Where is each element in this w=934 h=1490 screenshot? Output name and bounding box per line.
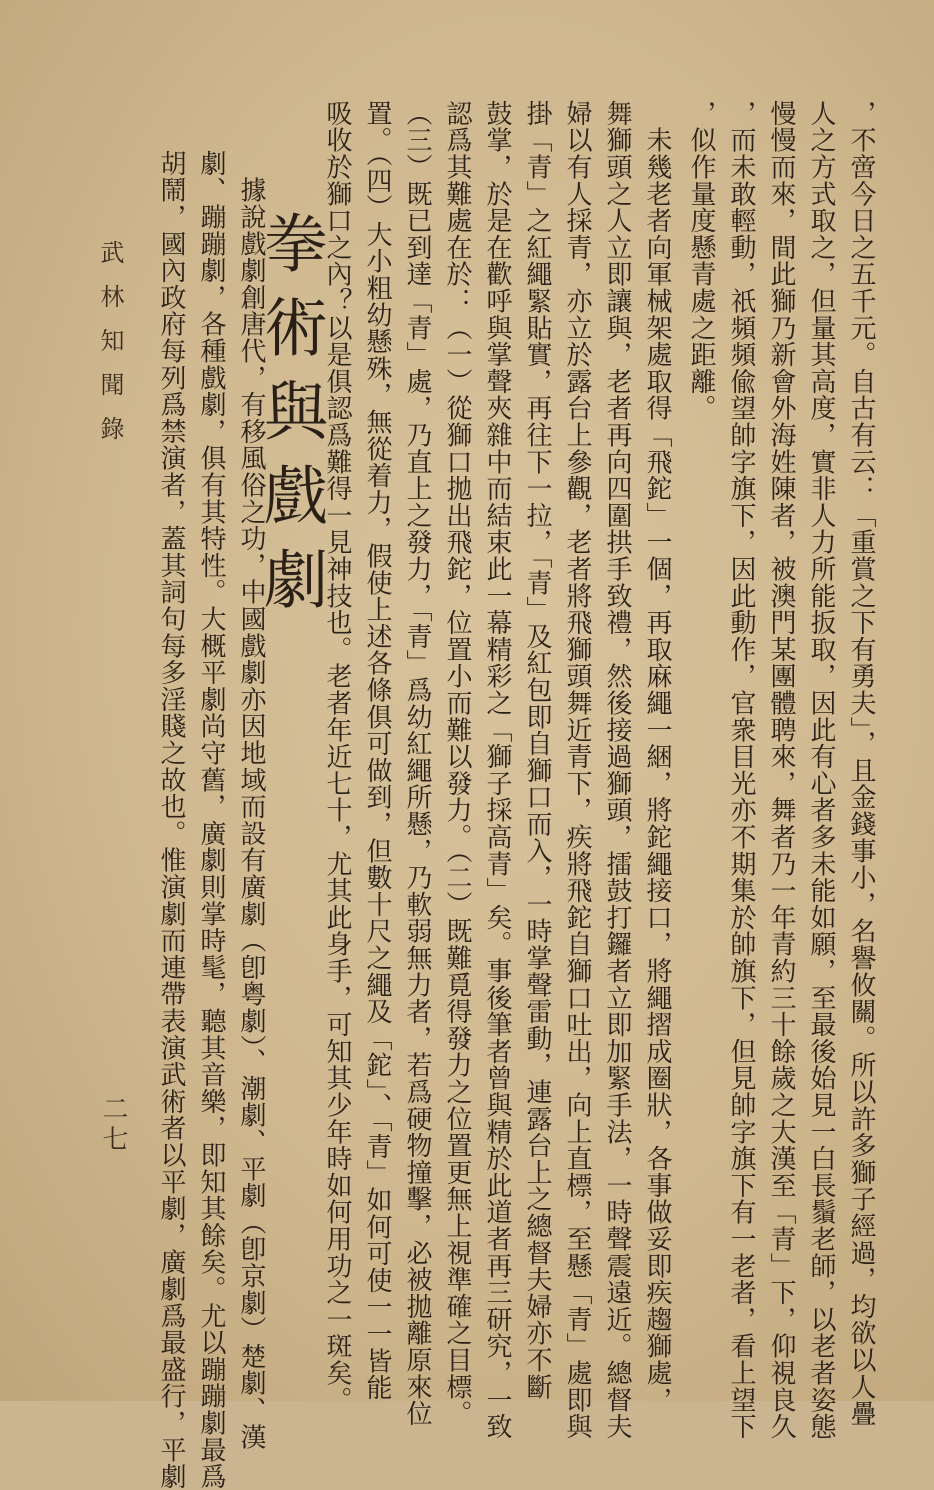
text-column: 據說戲劇創唐代，有移風俗之功，中國戲劇亦因地域而設有廣劇（卽粤劇）、潮劇、平劇（卽京劇）楚劇、漢 [236,150,266,1451]
text-column: 慢慢而來，間此獅乃新會外海姓陳者，被澳門某團體聘來，舞者乃一年青約三十餘歲之大漢至「青」下，仰視良久 [766,100,796,1440]
text-column: 婦以有人採青，亦立於露台上參觀，老者將飛獅頭舞近青下，疾將飛鉈自獅口吐出，向上直標，至懸「青」處即與 [562,100,592,1440]
text-column: （三）既已到達「青」處，乃直上之發力，「青」爲幼紅繩所懸，乃軟弱無力者，若爲硬物撞擊，必被拋離原來位 [402,100,432,1427]
text-column: 未幾老者向軍械架處取得「飛鉈」一個，再取麻繩一綑，將鉈繩接口，將繩摺成圈狀，各事做妥即疾趨獅處， [642,100,672,1414]
text-column: ，而未敢輕動，祇頻頻偸望帥字旗下，因此動作，官衆目光亦不期集於帥旗下，但見帥字旗下有一老者，看上望下 [726,100,756,1440]
text-column: 吸收於獅口之內？以是俱認爲難得一見神技也。老者年近七十，尤其此身手，可知其少年時如何用功之一斑矣。 [322,100,352,1414]
text-column: 認爲其難處在於：（一）從獅口拋出飛鉈，位置小而難以發力。（二）既難覓得發力之位置更無上視準確之目標。 [442,100,472,1427]
text-column: 置。（四）大小粗幼懸殊，無從着力，假使上述各條俱可做到，但數十尺之繩及「鉈」、「青」如何可使一一皆能 [362,100,392,1401]
text-column: 舞獅頭之人立即讓與，老者再向四圍拱手致禮，然後接過獅頭，擂鼓打鑼者立即加緊手法，一時聲震遠近。總督夫 [602,100,632,1440]
text-column: 掛「青」之紅繩緊貼實，再往下一拉，「青」及紅包即自獅口而入，一時掌聲雷動，連露台上之總督夫婦亦不斷 [522,100,552,1401]
text-column: 鼓掌，於是在歡呼與掌聲夾雜中而結束此一幕精彩之「獅子採高青」矣。事後筆者曾與精於此道者再三研究，一致 [482,100,512,1440]
text-column: 胡鬧，國內政府每列爲禁演者，蓋其詞句每多淫賤之故也。惟演劇而連帶表演武術者以平劇，廣劇爲最盛行，平劇 [156,150,186,1490]
section-title: 拳術與戲劇 [253,210,327,630]
text-column: ，不啻今日之五千元。自古有云：「重賞之下有勇夫」，且金錢事小，名譽攸關。所以許多獅子經過，均欲以人疊 [846,100,876,1427]
text-column: 劇、蹦蹦劇，各種戲劇，俱有其特性。大概平劇尚守舊，廣劇則掌時髦，聽其音樂，即知其餘矣。尤以蹦蹦劇最爲 [196,150,226,1490]
text-column: ，似作量度懸青處之距離。 [686,100,716,422]
text-column: 人之方式取之，但量其高度，實非人力所能扳取，因此有心者多未能如願，至最後始見一白長鬚老師，以老者姿態 [806,100,836,1440]
running-head: 武林知聞錄 [96,240,124,460]
page-number: 二七 [98,1095,128,1155]
